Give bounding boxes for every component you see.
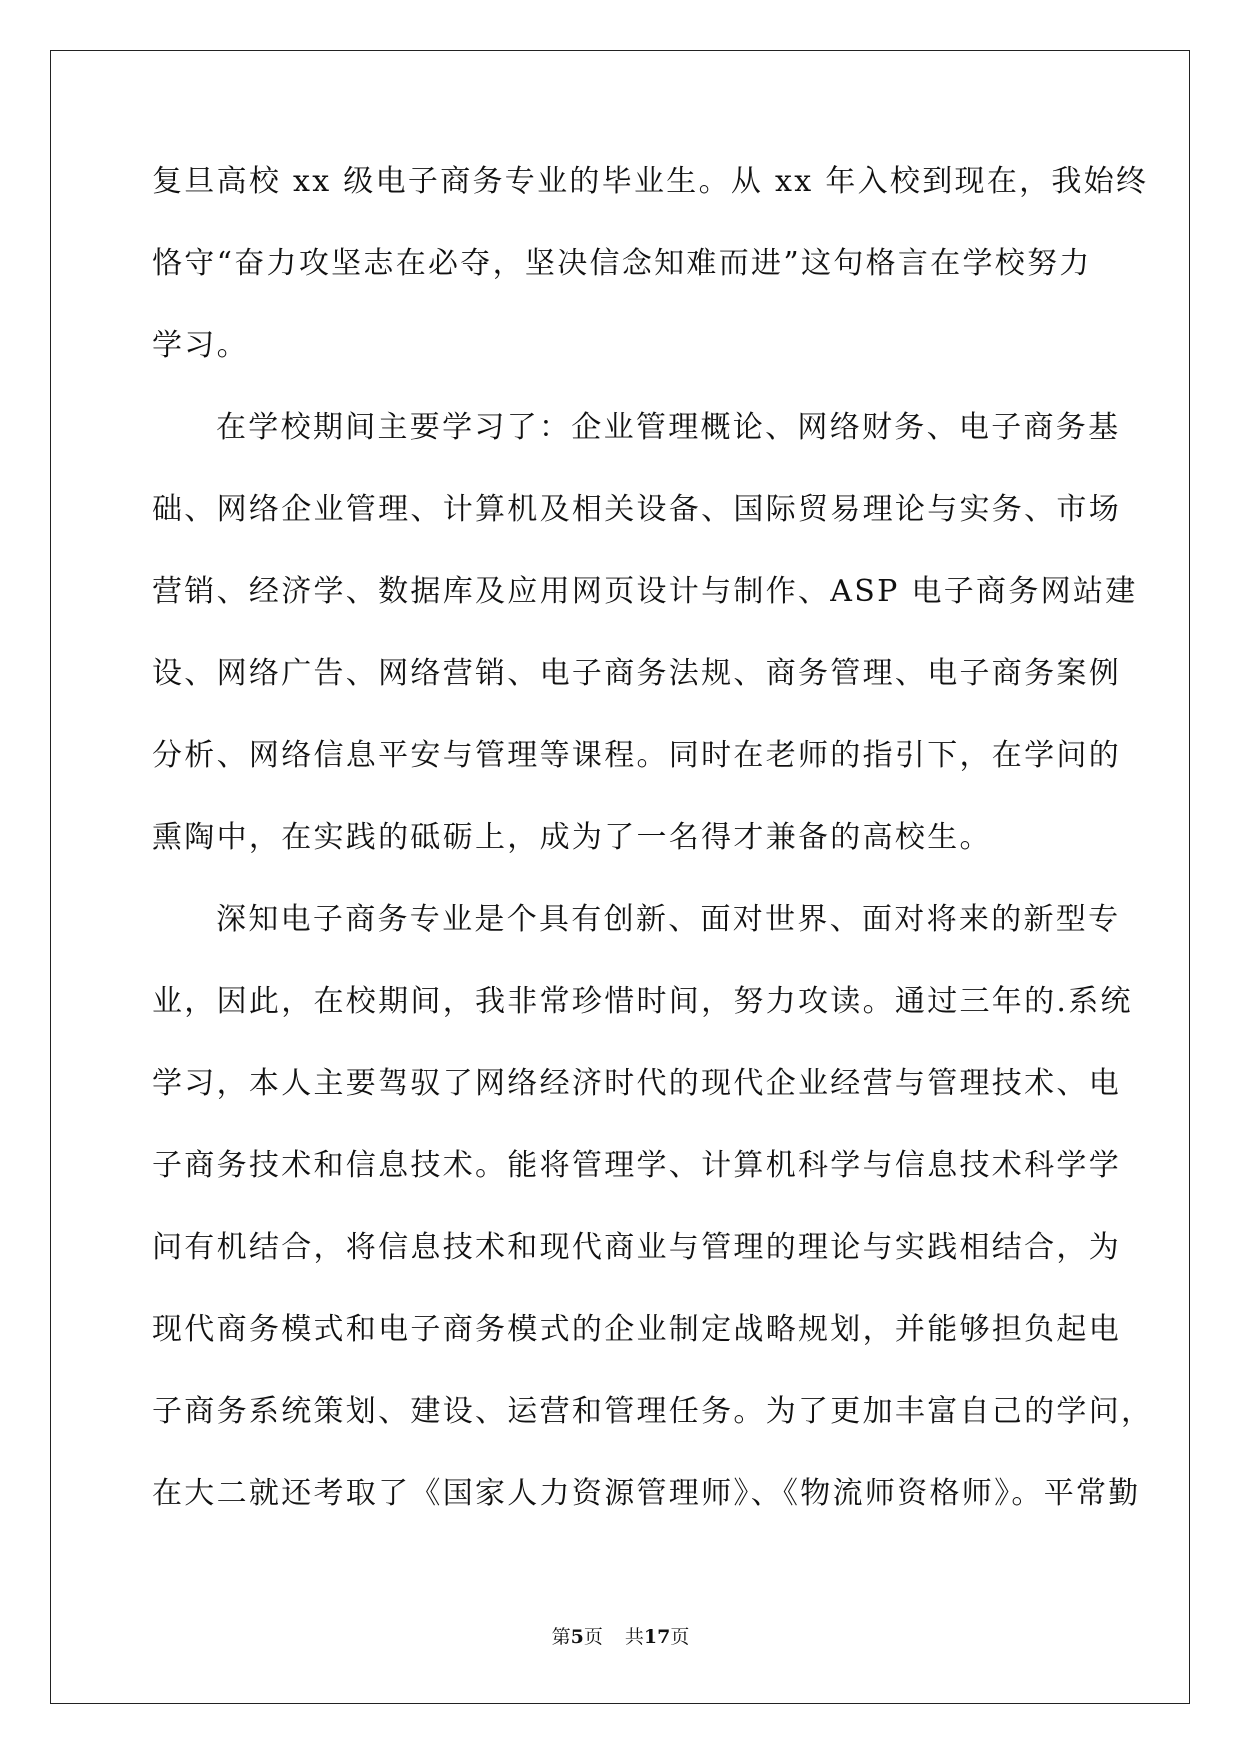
current-page-number: 5 [570, 1626, 584, 1648]
text-line-4: 在学校期间主要学习了：企业管理概论、网络财务、电子商务基 [216, 410, 1121, 445]
text-line-15: 现代商务模式和电子商务模式的企业制定战略规划，并能够担负起电 [152, 1312, 1121, 1347]
footer-total-prefix: 共 [624, 1626, 644, 1648]
document-body [152, 162, 1154, 1556]
text-line-12: 学习，本人主要驾驭了网络经济时代的现代企业经营与管理技术、电 [152, 1066, 1121, 1101]
total-page-count: 17 [643, 1626, 671, 1648]
text-line-13: 子商务技术和信息技术。能将管理学、计算机科学与信息技术科学学 [152, 1148, 1121, 1183]
text-line-17: 在大二就还考取了《国家人力资源管理师》、《物流师资格师》。平常勤 [152, 1476, 1141, 1511]
text-line-5: 础、网络企业管理、计算机及相关设备、国际贸易理论与实务、市场 [152, 492, 1121, 527]
page-footer [0, 1622, 1241, 1649]
text-line-1: 复旦高校 xx 级电子商务专业的毕业生。从 xx 年入校到现在，我始终 [152, 164, 1149, 199]
text-line-3: 学习。 [152, 328, 249, 363]
footer-prefix: 第 [551, 1626, 571, 1648]
text-line-11: 业，因此，在校期间，我非常珍惜时间，努力攻读。通过三年的.系统 [152, 984, 1133, 1019]
text-line-7: 设、网络广告、网络营销、电子商务法规、商务管理、电子商务案例 [152, 656, 1121, 691]
footer-total-suffix: 页 [670, 1626, 690, 1648]
text-line-14: 问有机结合，将信息技术和现代商业与管理的理论与实践相结合，为 [152, 1230, 1121, 1265]
text-line-10: 深知电子商务专业是个具有创新、面对世界、面对将来的新型专 [216, 902, 1121, 937]
footer-page-suffix: 页 [583, 1626, 603, 1648]
text-line-2: 恪守“奋力攻坚志在必夺，坚决信念知难而进”这句格言在学校努力 [152, 246, 1092, 281]
text-line-8: 分析、网络信息平安与管理等课程。同时在老师的指引下，在学问的 [152, 738, 1121, 773]
text-line-16: 子商务系统策划、建设、运营和管理任务。为了更加丰富自己的学问， [152, 1394, 1154, 1429]
text-line-9: 熏陶中，在实践的砥砺上，成为了一名得才兼备的高校生。 [152, 820, 992, 855]
text-line-6: 营销、经济学、数据库及应用网页设计与制作、ASP 电子商务网站建 [152, 574, 1138, 609]
